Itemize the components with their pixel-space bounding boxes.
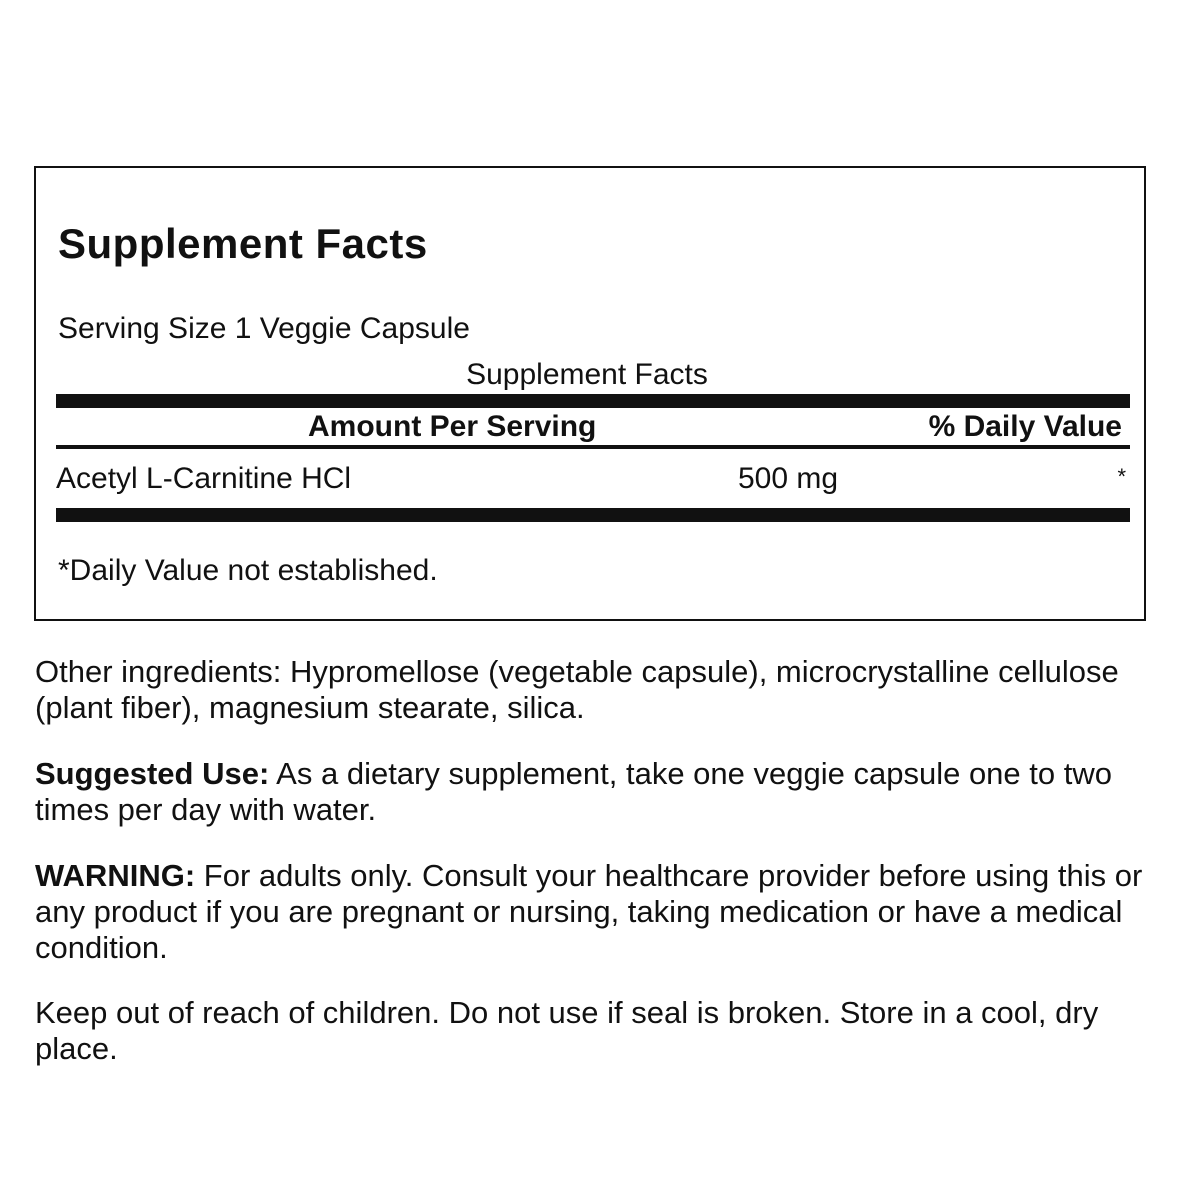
table-caption: Supplement Facts	[466, 358, 708, 391]
thick-divider-top	[56, 394, 1130, 408]
warning	[35, 858, 1145, 966]
thick-divider-bottom	[56, 508, 1130, 522]
warning-text: For adults only. Consult your healthcare provider before using this or any product if you are pregnant or nursing, taking medication or have a medical condition.	[35, 858, 1143, 965]
suggested-use-text: As a dietary supplement, take one veggie capsule one to two times per day with water.	[35, 756, 1112, 827]
ingredient-name: Acetyl L-Carnitine HCl	[56, 462, 352, 495]
suggested-use-label: Suggested Use:	[35, 756, 270, 791]
warning-label: WARNING:	[35, 858, 196, 893]
storage-instructions: Keep out of reach of children. Do not use if seal is broken. Store in a cool, dry place.	[35, 995, 1099, 1066]
other-ingredients: Other ingredients: Hypromellose (vegetable capsule), microcrystalline cellulose (plant fiber), magnesium stearate, silica.	[35, 654, 1119, 725]
thin-divider	[56, 445, 1130, 449]
ingredient-daily-value: *	[1117, 464, 1126, 489]
ingredient-amount: 500 mg	[738, 462, 839, 495]
supplement-facts-panel	[34, 166, 1146, 621]
serving-size: Serving Size 1 Veggie Capsule	[58, 312, 470, 345]
amount-per-serving-header: Amount Per Serving	[308, 410, 597, 443]
daily-value-header: % Daily Value	[928, 410, 1122, 443]
suggested-use	[35, 756, 1145, 828]
daily-value-footnote: *Daily Value not established.	[58, 554, 438, 587]
facts-title: Supplement Facts	[58, 220, 428, 267]
